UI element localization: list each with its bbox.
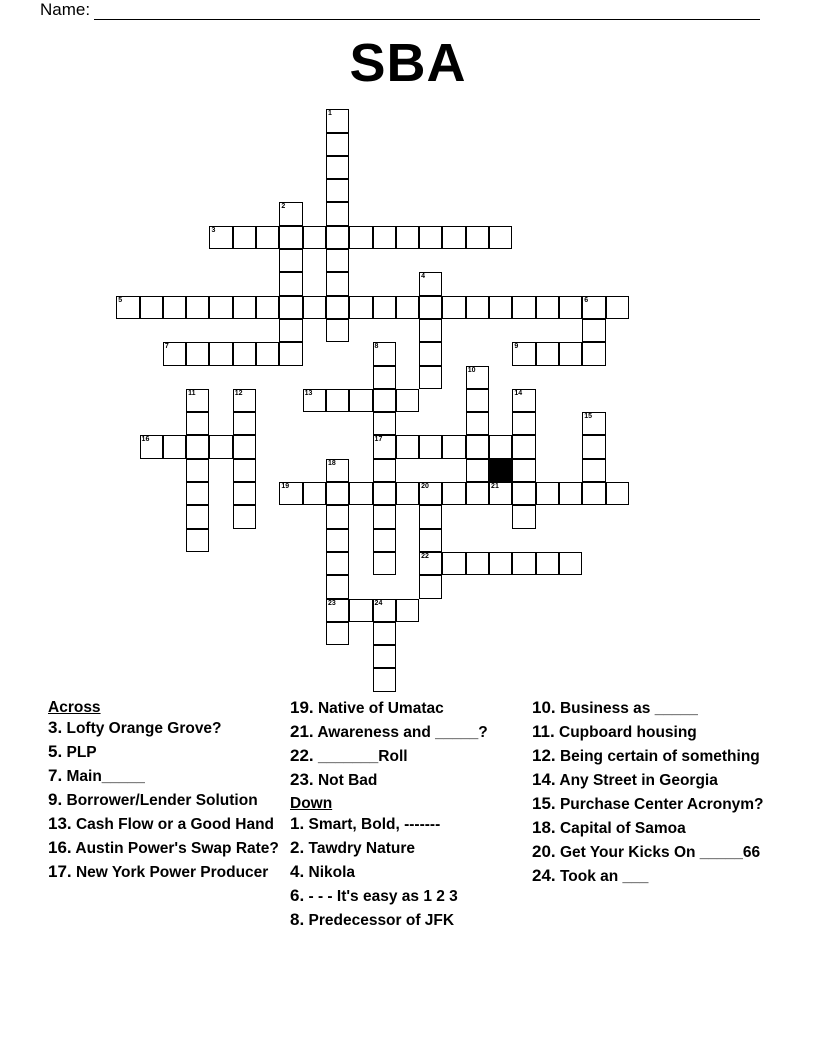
clue-number: 5 xyxy=(118,296,123,304)
grid-cell[interactable] xyxy=(326,599,349,622)
clue-number: 22 xyxy=(421,552,429,560)
grid-cell[interactable] xyxy=(582,319,605,342)
down-clue xyxy=(532,700,772,717)
clue-text: Took an ___ xyxy=(559,868,649,885)
grid-cell[interactable] xyxy=(442,296,465,319)
grid-cell[interactable] xyxy=(419,296,442,319)
grid-cell[interactable] xyxy=(373,668,396,691)
black-cell xyxy=(489,459,512,482)
grid-cell[interactable] xyxy=(209,435,232,458)
clue-number: 8 xyxy=(374,343,379,351)
across-clue xyxy=(48,720,288,737)
grid-cell[interactable] xyxy=(512,482,535,505)
clue-number-label: 12. xyxy=(532,746,556,765)
grid-cell[interactable] xyxy=(512,505,535,528)
grid-cell[interactable] xyxy=(419,272,442,295)
grid-cell[interactable] xyxy=(466,296,489,319)
clue-number-label: 23. xyxy=(290,770,314,789)
grid-cell[interactable] xyxy=(186,435,209,458)
clue-number: 19 xyxy=(281,483,290,491)
grid-cell[interactable] xyxy=(512,296,535,319)
clue-number: 10 xyxy=(467,366,476,374)
grid-cell[interactable] xyxy=(373,552,396,575)
across-clue xyxy=(48,768,288,785)
grid-cell[interactable] xyxy=(466,389,489,412)
grid-cell[interactable] xyxy=(233,226,256,249)
clue-number: 12 xyxy=(234,389,243,397)
grid-cell[interactable] xyxy=(326,482,349,505)
clue-number: 2 xyxy=(281,203,286,211)
clue-text: Austin Power's Swap Rate? xyxy=(75,840,279,857)
grid-cell[interactable] xyxy=(512,389,535,412)
clue-number-label: 6. xyxy=(290,886,305,905)
clue-number-label: 10. xyxy=(532,698,556,717)
grid-cell[interactable] xyxy=(186,482,209,505)
grid-cell[interactable] xyxy=(373,366,396,389)
clue-number-label: 7. xyxy=(48,766,63,785)
clue-number-label: 19. xyxy=(290,698,314,717)
clue-number-label: 9. xyxy=(48,790,63,809)
grid-cell[interactable] xyxy=(326,622,349,645)
grid-cell[interactable] xyxy=(349,599,372,622)
clue-text: - - - It's easy as 1 2 3 xyxy=(308,888,458,905)
grid-cell[interactable] xyxy=(233,482,256,505)
clue-column-3 xyxy=(532,700,772,892)
grid-cell[interactable] xyxy=(396,296,419,319)
grid-cell[interactable] xyxy=(466,412,489,435)
grid-cell[interactable] xyxy=(582,342,605,365)
down-clue xyxy=(290,816,530,833)
grid-cell[interactable] xyxy=(163,296,186,319)
clue-number-label: 1. xyxy=(290,814,305,833)
clue-text: Any Street in Georgia xyxy=(559,772,718,789)
grid-cell[interactable] xyxy=(419,575,442,598)
grid-cell[interactable] xyxy=(373,599,396,622)
grid-cell[interactable] xyxy=(303,296,326,319)
clue-number: 21 xyxy=(491,483,499,491)
down-clue xyxy=(290,912,530,929)
grid-cell[interactable] xyxy=(489,435,512,458)
grid-cell[interactable] xyxy=(233,459,256,482)
across-clue xyxy=(290,700,530,717)
grid-cell[interactable] xyxy=(163,435,186,458)
down-clue xyxy=(290,888,530,905)
clue-text: Awareness and _____? xyxy=(317,724,488,741)
grid-cell[interactable] xyxy=(419,366,442,389)
clue-number: 14 xyxy=(514,389,523,397)
across-clue xyxy=(290,772,530,789)
grid-cell[interactable] xyxy=(233,412,256,435)
grid-cell[interactable] xyxy=(582,296,605,319)
clue-number-label: 8. xyxy=(290,910,305,929)
grid-cell[interactable] xyxy=(373,226,396,249)
clue-number: 9 xyxy=(514,343,519,351)
grid-cell[interactable] xyxy=(559,296,582,319)
grid-cell[interactable] xyxy=(326,226,349,249)
clue-text: Lofty Orange Grove? xyxy=(66,720,222,737)
grid-cell[interactable] xyxy=(536,342,559,365)
grid-cell[interactable] xyxy=(536,482,559,505)
grid-cell[interactable] xyxy=(326,179,349,202)
clue-text: Purchase Center Acronym? xyxy=(559,796,764,813)
grid-cell[interactable] xyxy=(233,342,256,365)
grid-cell[interactable] xyxy=(419,482,442,505)
grid-cell[interactable] xyxy=(489,552,512,575)
grid-cell[interactable] xyxy=(326,505,349,528)
clue-number-label: 20. xyxy=(532,842,556,861)
grid-cell[interactable] xyxy=(373,622,396,645)
grid-cell[interactable] xyxy=(209,226,232,249)
grid-cell[interactable] xyxy=(186,296,209,319)
grid-cell[interactable] xyxy=(326,319,349,342)
clue-number: 7 xyxy=(164,343,169,351)
clue-number-label: 16. xyxy=(48,838,72,857)
grid-cell[interactable] xyxy=(559,342,582,365)
clue-text: Cupboard housing xyxy=(559,724,697,741)
clue-text: Native of Umatac xyxy=(317,700,444,717)
grid-cell[interactable] xyxy=(279,249,302,272)
grid-cell[interactable] xyxy=(303,482,326,505)
grid-cell[interactable] xyxy=(256,296,279,319)
clue-number-label: 5. xyxy=(48,742,63,761)
page-title: SBA xyxy=(349,33,467,93)
grid-cell[interactable] xyxy=(536,296,559,319)
clue-number-label: 15. xyxy=(532,794,556,813)
clue-column-2 xyxy=(290,700,530,936)
grid-cell[interactable] xyxy=(373,342,396,365)
clue-text: New York Power Producer xyxy=(75,864,269,881)
across-clue xyxy=(48,816,288,833)
clue-number: 6 xyxy=(584,296,589,304)
clue-text: Cash Flow or a Good Hand xyxy=(75,816,275,833)
down-clue xyxy=(532,820,772,837)
across-clue xyxy=(290,724,530,741)
across-heading: Across xyxy=(48,699,101,716)
clue-number: 3 xyxy=(211,226,216,234)
clue-text: _______Roll xyxy=(317,748,408,765)
grid-cell[interactable] xyxy=(512,342,535,365)
grid-cell[interactable] xyxy=(279,319,302,342)
grid-cell[interactable] xyxy=(326,459,349,482)
clue-number-label: 18. xyxy=(532,818,556,837)
grid-cell[interactable] xyxy=(373,389,396,412)
grid-cell[interactable] xyxy=(466,226,489,249)
grid-cell[interactable] xyxy=(373,482,396,505)
grid-cell[interactable] xyxy=(326,529,349,552)
grid-cell[interactable] xyxy=(326,109,349,132)
grid-cell[interactable] xyxy=(326,296,349,319)
clue-text: Predecessor of JFK xyxy=(308,912,455,929)
grid-cell[interactable] xyxy=(466,435,489,458)
grid-cell[interactable] xyxy=(466,552,489,575)
grid-cell[interactable] xyxy=(419,552,442,575)
grid-cell[interactable] xyxy=(419,319,442,342)
grid-cell[interactable] xyxy=(582,459,605,482)
across-clue xyxy=(290,748,530,765)
grid-cell[interactable] xyxy=(326,133,349,156)
clue-text: Nikola xyxy=(308,864,356,881)
clue-text: Tawdry Nature xyxy=(308,840,416,857)
grid-cell[interactable] xyxy=(186,342,209,365)
grid-cell[interactable] xyxy=(396,435,419,458)
grid-cell[interactable] xyxy=(279,482,302,505)
grid-cell[interactable] xyxy=(373,529,396,552)
grid-cell[interactable] xyxy=(186,412,209,435)
grid-cell[interactable] xyxy=(256,226,279,249)
clue-text: Business as _____ xyxy=(559,700,698,717)
grid-cell[interactable] xyxy=(442,482,465,505)
down-heading: Down xyxy=(290,795,333,812)
grid-cell[interactable] xyxy=(442,226,465,249)
grid-cell[interactable] xyxy=(186,505,209,528)
across-clue xyxy=(48,840,288,857)
clue-number: 17 xyxy=(374,436,383,444)
down-clue xyxy=(532,748,772,765)
clue-number-label: 14. xyxy=(532,770,556,789)
grid-cell[interactable] xyxy=(582,435,605,458)
grid-cell[interactable] xyxy=(186,529,209,552)
grid-cell[interactable] xyxy=(559,552,582,575)
clue-text: Not Bad xyxy=(317,772,378,789)
grid-cell[interactable] xyxy=(140,435,163,458)
grid-cell[interactable] xyxy=(349,226,372,249)
clue-number-label: 13. xyxy=(48,814,72,833)
clue-text: Being certain of something xyxy=(559,748,760,765)
grid-cell[interactable] xyxy=(163,342,186,365)
across-clue xyxy=(48,864,288,881)
grid-cell[interactable] xyxy=(233,435,256,458)
grid-cell[interactable] xyxy=(373,412,396,435)
grid-cell[interactable] xyxy=(279,342,302,365)
grid-cell[interactable] xyxy=(303,389,326,412)
clue-number: 24 xyxy=(374,599,383,607)
grid-cell[interactable] xyxy=(326,202,349,225)
clue-number-label: 11. xyxy=(532,722,555,741)
clue-number: 20 xyxy=(421,483,429,491)
grid-cell[interactable] xyxy=(373,459,396,482)
grid-cell[interactable] xyxy=(303,226,326,249)
grid-cell[interactable] xyxy=(559,482,582,505)
grid-cell[interactable] xyxy=(186,389,209,412)
clue-column-1 xyxy=(48,700,288,888)
grid-cell[interactable] xyxy=(466,482,489,505)
down-clue xyxy=(290,840,530,857)
grid-cell[interactable] xyxy=(442,552,465,575)
grid-cell[interactable] xyxy=(209,296,232,319)
down-clue xyxy=(290,864,530,881)
grid-cell[interactable] xyxy=(512,412,535,435)
grid-cell[interactable] xyxy=(466,459,489,482)
grid-cell[interactable] xyxy=(233,389,256,412)
clue-number: 23 xyxy=(327,599,336,607)
clue-number: 15 xyxy=(584,413,593,421)
clue-number-label: 21. xyxy=(290,722,314,741)
grid-cell[interactable] xyxy=(489,226,512,249)
grid-cell[interactable] xyxy=(326,552,349,575)
grid-cell[interactable] xyxy=(279,272,302,295)
down-clue xyxy=(532,724,772,741)
clue-text: Capital of Samoa xyxy=(559,820,686,837)
clue-number: 18 xyxy=(327,459,336,467)
down-clue xyxy=(532,844,772,861)
grid-cell[interactable] xyxy=(233,296,256,319)
clue-text: Smart, Bold, ------- xyxy=(308,816,441,833)
grid-cell[interactable] xyxy=(512,435,535,458)
grid-cell[interactable] xyxy=(349,389,372,412)
grid-cell[interactable] xyxy=(396,389,419,412)
grid-cell[interactable] xyxy=(326,389,349,412)
clue-number-label: 22. xyxy=(290,746,314,765)
clue-number-label: 2. xyxy=(290,838,305,857)
clue-text: Borrower/Lender Solution xyxy=(66,792,258,809)
grid-cell[interactable] xyxy=(279,226,302,249)
grid-cell[interactable] xyxy=(582,482,605,505)
grid-cell[interactable] xyxy=(466,366,489,389)
clue-number: 1 xyxy=(327,110,332,118)
clue-number: 13 xyxy=(304,389,313,397)
grid-cell[interactable] xyxy=(512,459,535,482)
grid-cell[interactable] xyxy=(279,296,302,319)
clue-text: PLP xyxy=(66,744,97,761)
name-label: Name: xyxy=(40,0,91,19)
grid-cell[interactable] xyxy=(373,296,396,319)
grid-cell[interactable] xyxy=(419,226,442,249)
grid-cell[interactable] xyxy=(326,249,349,272)
grid-cell[interactable] xyxy=(396,482,419,505)
across-clue xyxy=(48,792,288,809)
grid-cell[interactable] xyxy=(209,342,232,365)
grid-cell[interactable] xyxy=(186,459,209,482)
grid-cell[interactable] xyxy=(419,435,442,458)
clue-number-label: 24. xyxy=(532,866,556,885)
grid-cell[interactable] xyxy=(116,296,139,319)
grid-cell[interactable] xyxy=(326,272,349,295)
grid-cell[interactable] xyxy=(233,505,256,528)
grid-cell[interactable] xyxy=(349,482,372,505)
grid-cell[interactable] xyxy=(419,342,442,365)
grid-cell[interactable] xyxy=(326,575,349,598)
grid-cell[interactable] xyxy=(349,296,372,319)
clue-number: 4 xyxy=(421,273,426,281)
down-clue xyxy=(532,868,772,885)
grid-cell[interactable] xyxy=(140,296,163,319)
clue-text: Main_____ xyxy=(66,768,145,785)
grid-cell[interactable] xyxy=(326,156,349,179)
grid-cell[interactable] xyxy=(373,505,396,528)
grid-cell[interactable] xyxy=(606,482,629,505)
grid-cell[interactable] xyxy=(373,435,396,458)
clue-number-label: 4. xyxy=(290,862,305,881)
grid-cell[interactable] xyxy=(536,552,559,575)
grid-cell[interactable] xyxy=(489,296,512,319)
grid-cell[interactable] xyxy=(582,412,605,435)
across-clue xyxy=(48,744,288,761)
grid-cell[interactable] xyxy=(606,296,629,319)
clue-text: Get Your Kicks On _____66 xyxy=(559,844,761,861)
grid-cell[interactable] xyxy=(419,529,442,552)
down-clue xyxy=(532,796,772,813)
down-clue xyxy=(532,772,772,789)
grid-cell[interactable] xyxy=(419,505,442,528)
clue-number-label: 17. xyxy=(48,862,72,881)
grid-cell[interactable] xyxy=(396,226,419,249)
clue-number-label: 3. xyxy=(48,718,63,737)
clue-number: 11 xyxy=(188,389,196,397)
grid-cell[interactable] xyxy=(373,645,396,668)
grid-cell[interactable] xyxy=(512,552,535,575)
grid-cell[interactable] xyxy=(279,202,302,225)
clue-number: 16 xyxy=(141,436,150,444)
grid-cell[interactable] xyxy=(442,435,465,458)
grid-cell[interactable] xyxy=(256,342,279,365)
grid-cell[interactable] xyxy=(489,482,512,505)
grid-cell[interactable] xyxy=(396,599,419,622)
